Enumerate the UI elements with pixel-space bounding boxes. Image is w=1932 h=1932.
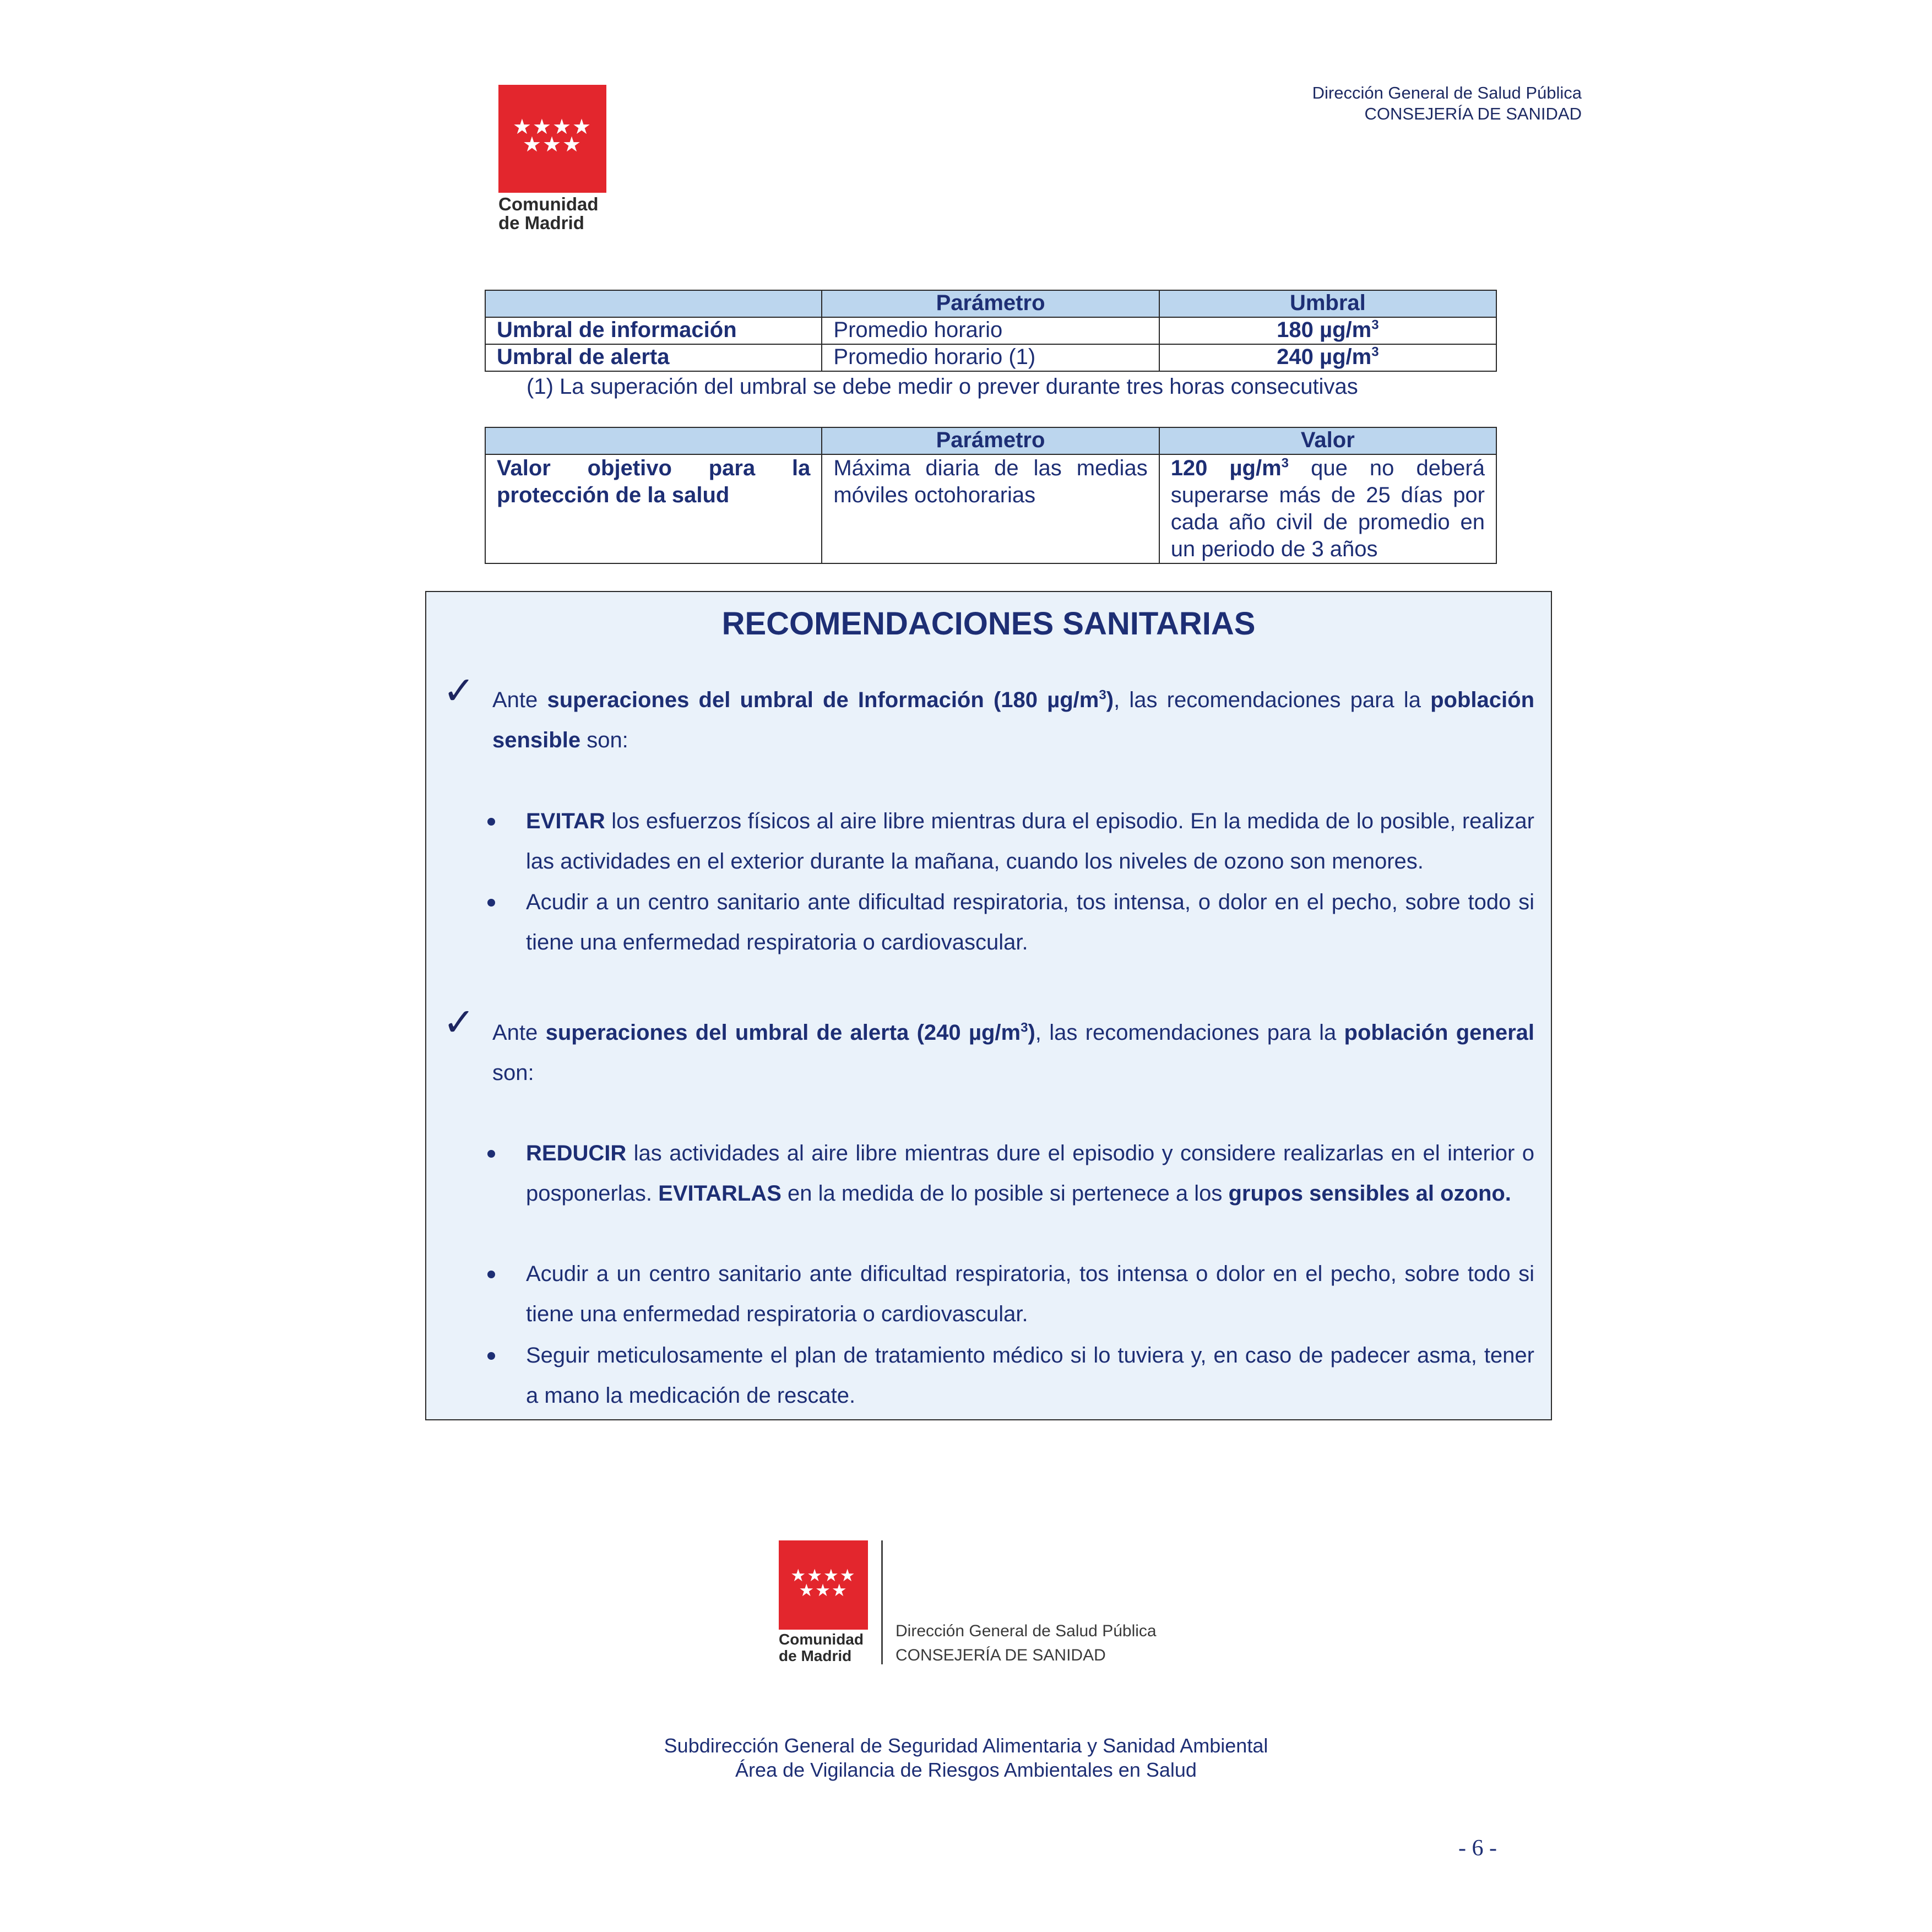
table-header-cell: Parámetro — [822, 427, 1159, 454]
recommendations-box — [425, 591, 1552, 1420]
logo-stars-bottom: ★★★ — [799, 1581, 848, 1600]
logo-stars-top: ★★★★ — [790, 1566, 856, 1585]
thresholds-table — [485, 290, 1497, 372]
row-param: Promedio horario — [822, 317, 1159, 344]
table-footnote: (1) La superación del umbral se debe medir o prever durante tres horas consecutivas — [527, 375, 1358, 399]
header-org-line1: Dirección General de Salud Pública — [1312, 83, 1582, 102]
page-number: - 6 - — [1458, 1836, 1497, 1861]
table-row — [485, 344, 1496, 371]
logo-text-line1: Comunidad — [498, 194, 599, 214]
footer-org-line1: Dirección General de Salud Pública — [896, 1622, 1157, 1640]
logo-text-line2: de Madrid — [779, 1647, 852, 1664]
table-row — [485, 317, 1496, 344]
bullet-icon — [487, 1271, 495, 1278]
row-param: Promedio horario (1) — [822, 344, 1159, 371]
table-header-cell: Valor — [1159, 427, 1496, 454]
list-item: Acudir a un centro sanitario ante dificultad respiratoria, tos intensa, o dolor en el pecho, sobre todo si tiene una enfermedad respiratoria o cardiovascular. — [526, 890, 1534, 954]
row-param: Máxima diaria de las medias móviles octohorarias — [822, 454, 1159, 563]
row-label: Umbral de alerta — [485, 344, 822, 371]
row-label: Umbral de información — [485, 317, 822, 344]
table-header-row — [485, 427, 1496, 454]
header-org-line2: CONSEJERÍA DE SANIDAD — [1364, 104, 1582, 123]
footer-sub-line2: Área de Vigilancia de Riesgos Ambientales en Salud — [735, 1759, 1197, 1781]
table-header-cell — [485, 427, 822, 454]
logo-stars-bottom: ★★★ — [522, 133, 583, 156]
list-item: Seguir meticulosamente el plan de tratamiento médico si lo tuviera y, en caso de padecer asma, tener a mano la medicación de rescate. — [526, 1343, 1534, 1408]
footer-divider — [881, 1540, 883, 1664]
row-value: 180 $\mu g/m^3$ — [1159, 317, 1496, 344]
bullet-icon — [487, 818, 495, 826]
list-item: REDUCIR las actividades al aire libre mientras dure el episodio y considere realizarlas en el interior o posponerlas. EVITARLAS en la medida de lo posible si pertenece a los grupos sensibles al ozono. — [526, 1141, 1534, 1206]
table-header-cell — [485, 290, 822, 317]
header-org — [1312, 83, 1582, 124]
table-header-cell: Parámetro — [822, 290, 1159, 317]
target-value-table — [485, 427, 1497, 564]
checkmark-icon: ✓ — [443, 1000, 475, 1045]
row-label: Valor objetivo para la protección de la salud — [485, 454, 822, 563]
bullet-icon — [487, 899, 495, 907]
logo-text-line1: Comunidad — [779, 1631, 864, 1648]
list-item: Acudir a un centro sanitario ante dificultad respiratoria, tos intensa o dolor en el pecho, sobre todo si tiene una enfermedad respiratoria o cardiovascular. — [526, 1262, 1534, 1326]
alert-threshold-intro: Ante superaciones del umbral de alerta (240 $\mu g/m^3$), las recomendaciones para la población general son: — [492, 1020, 1534, 1085]
bullet-icon — [487, 1352, 495, 1360]
checkmark-icon: ✓ — [443, 668, 475, 713]
recommendations-title: RECOMENDACIONES SANITARIAS — [721, 606, 1256, 642]
footer-org-line2: CONSEJERÍA DE SANIDAD — [896, 1646, 1106, 1664]
bullet-icon — [487, 1150, 495, 1158]
list-item: EVITAR los esfuerzos físicos al aire libre mientras dura el episodio. En la medida de lo posible, realizar las actividades en el exterior durante la mañana, cuando los niveles de ozono son menores. — [526, 809, 1534, 873]
row-value: 240 $\mu g/m^3$ — [1159, 344, 1496, 371]
row-value: 120 $\mu g/m^3$ que no deberá superarse más de 25 días por cada año civil de promedio en un periodo de 3 años — [1159, 454, 1496, 563]
table-header-row — [485, 290, 1496, 317]
footer-sub-line1: Subdirección General de Seguridad Alimentaria y Sanidad Ambiental — [664, 1734, 1268, 1757]
footer-subdirection — [0, 1734, 1932, 1782]
logo-text-line2: de Madrid — [498, 213, 584, 233]
table-header-cell: Umbral — [1159, 290, 1496, 317]
info-threshold-intro: Ante superaciones del umbral de Información (180 $\mu g/m^3$), las recomendaciones para la población sensible son: — [492, 687, 1535, 752]
table-row — [485, 454, 1496, 563]
logo-stars-top: ★★★★ — [512, 116, 593, 139]
